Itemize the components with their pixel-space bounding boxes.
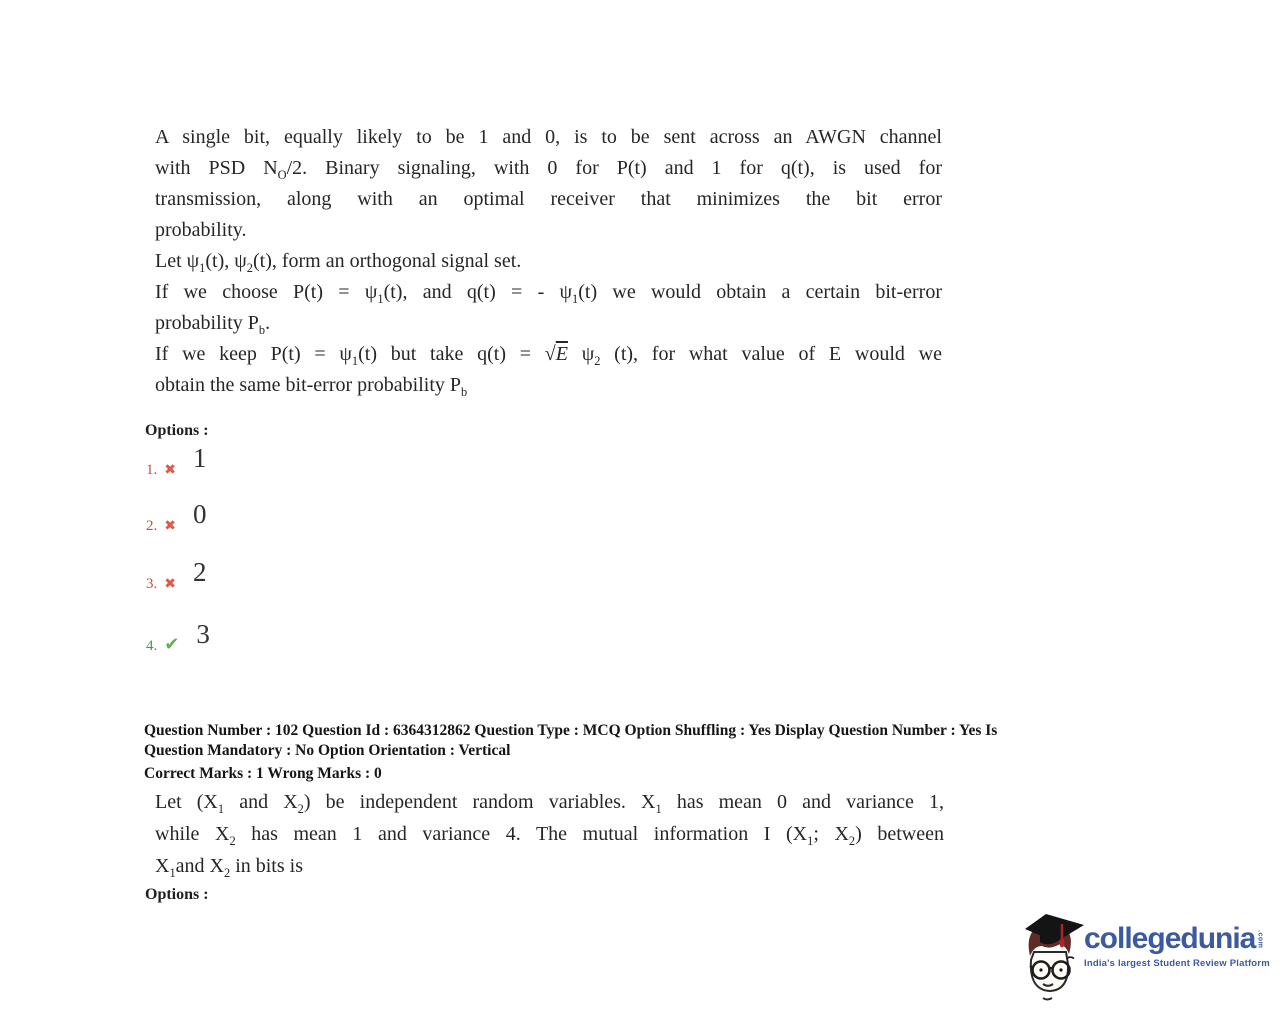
logo-domain-suffix: .com [1256,930,1264,949]
option-number: 4. [146,638,158,654]
wrong-cross-icon: ✖ [164,462,176,478]
question1-line: Let $\psi_1(t)$, $\psi_2(t)$, form an orthogonal signal set. [155,250,522,275]
option-row-2 [146,499,207,537]
correct-check-icon: ✔ [164,634,180,655]
question1-line: probability. [155,219,247,241]
logo-text-block [1084,924,1270,969]
options-label-q2: Options : [145,886,209,903]
question2-line: while $X_2$ has mean 1 and variance 4. The mutual information I ($X_1$; $X_2$) between [155,823,944,848]
option-row-1 [146,443,207,481]
question1-line: obtain the same bit-error probability $P_b$ [155,374,468,399]
wrong-cross-icon: ✖ [164,576,176,592]
collegedunia-mascot-icon [1016,912,1088,1004]
option-number: 1. [146,462,158,478]
question2-line: $X_1and$ $X_2$ in bits is [155,855,303,880]
question1-line: probability $P_b$. [155,312,271,337]
option-row-3 [146,557,207,595]
option-row-4 [146,619,210,657]
wrong-cross-icon: ✖ [164,518,176,534]
option-value: 3 [196,619,210,649]
logo-brand-text: collegedunia [1084,922,1256,955]
question2-metadata-line2: Question Mandatory : No Option Orientation : Vertical [144,741,511,759]
option-value: 0 [192,499,207,529]
question2-line: Let ($X_1$ and $X_2$) be independent random variables. $X_1$ has mean 0 and variance 1, [155,791,945,816]
question2-marks: Correct Marks : 1 Wrong Marks : 0 [144,765,382,782]
question1-line: If we keep $P(t) = \psi_1(t)$ but take q(t) = √E $\psi_2$ (t), for what value of E would we [155,343,942,368]
question1-line: A single bit, equally likely to be 1 and 0, is to be sent across an AWGN channel [155,126,942,148]
question1-line: If we choose $P(t) = \psi_1(t)$, and q(t) = - $\psi_1(t)$ we would obtain a certain bit-error [155,281,942,306]
options-label-q1: Options : [145,422,209,439]
collegedunia-logo [1016,910,1274,1005]
question2-metadata [144,721,1144,760]
question1-line: transmission, along with an optimal receiver that minimizes the bit error [155,188,942,210]
logo-tagline: India's largest Student Review Platform [1084,958,1270,969]
option-number: 3. [146,576,158,592]
option-number: 2. [146,518,158,534]
question1-line: with PSD $N_O/2$. Binary signaling, with 0 for P(t) and 1 for q(t), is used for [155,157,942,182]
question1-text [155,122,942,401]
option-value: 2 [192,557,207,587]
option-value: 1 [192,443,207,473]
question2-text [155,786,944,882]
question2-metadata-line1: Question Number : 102 Question Id : 6364312862 Question Type : MCQ Option Shuffling : Yes Display Question Number : Yes Is [144,722,998,739]
